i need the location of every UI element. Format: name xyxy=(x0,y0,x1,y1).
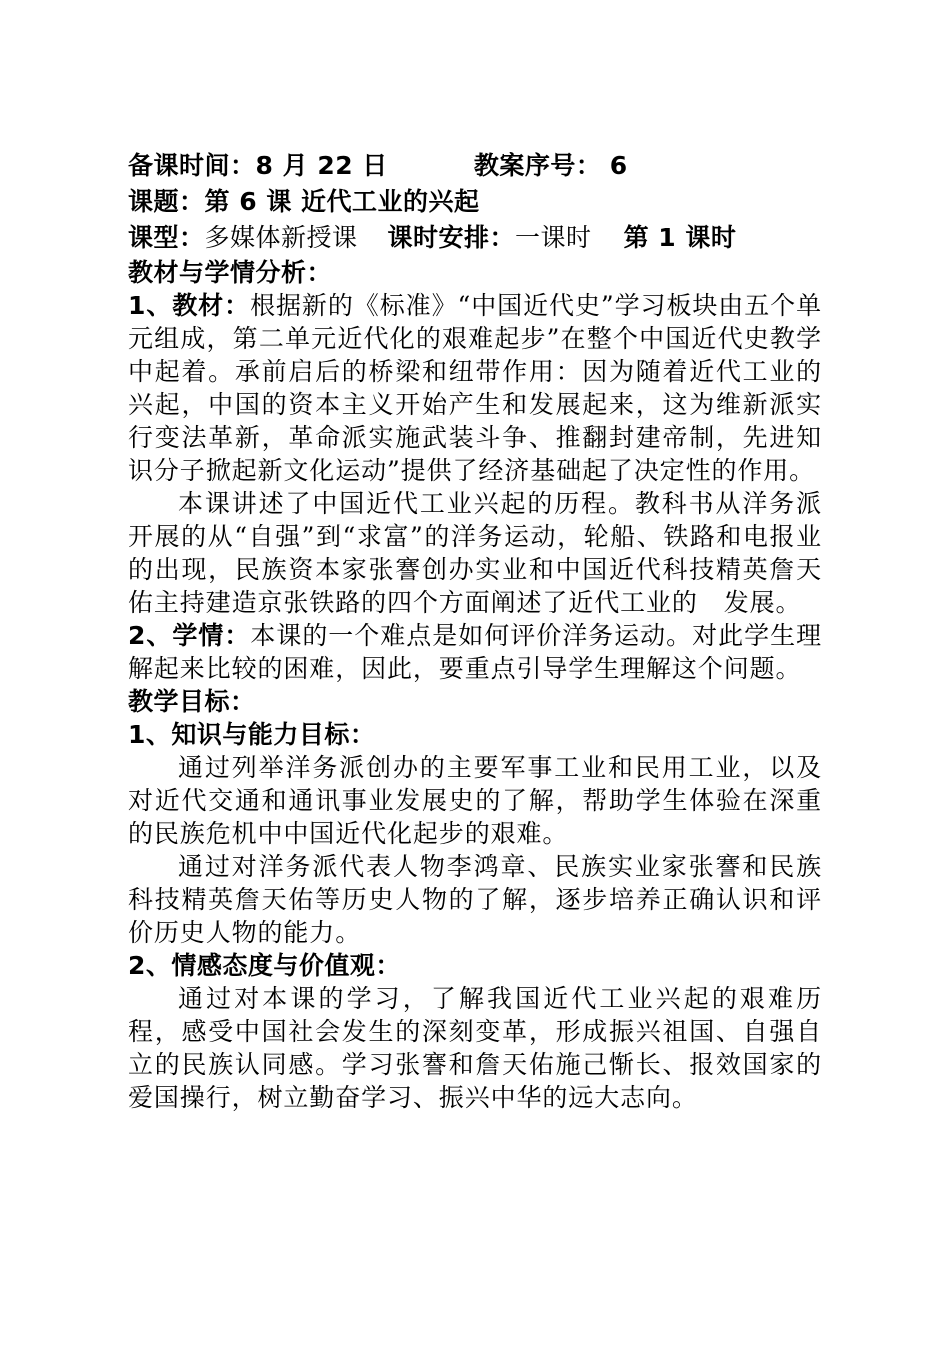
header-line-1 xyxy=(128,148,822,184)
topic-label: 课题： xyxy=(128,187,205,216)
schedule-value: 一课时 xyxy=(515,223,592,252)
lesson-number: 第 1 课时 xyxy=(623,223,737,252)
header-line-2 xyxy=(128,184,822,220)
material-paragraph xyxy=(128,289,822,487)
plan-number-value: 6 xyxy=(609,151,628,180)
emotion-paragraph: 通过对本课的学习，了解我国近代工业兴起的艰难历程，感受中国社会发生的深刻变革，形成振兴祖国、自强自立的民族认同感。学习张謇和詹天佑施己惭长、报效国家的爱国操行，树立勤奋学习、振兴中华的远大志向。 xyxy=(128,984,822,1112)
topic-value: 第 6 课 近代工业的兴起 xyxy=(204,187,480,216)
student-paragraph xyxy=(128,619,822,685)
plan-number-label: 教案序号： xyxy=(473,151,602,180)
prep-time-label: 备课时间： xyxy=(128,151,256,180)
analysis-heading: 教材与学情分析： xyxy=(128,258,333,287)
knowledge-heading: 1、知识与能力目标： xyxy=(128,720,376,749)
material-text: 根据新的《标准》“中国近代史”学习板块由五个单元组成，第二单元近代化的艰难起步”在整个中国近代史教学中起着。承前启后的桥梁和纽带作用：因为随着近代工业的兴起，中国的资本主义开始产生和发展起来，这为维新派实行变法革新，革命派实施武装斗争、推翻封建帝制，先进知识分子掀起新文化运动”提供了经济基础起了决定性的作用。 xyxy=(128,291,823,485)
lesson-type-value: 多媒体新授课 xyxy=(204,223,358,252)
prep-time-value: 8 月 22 日 xyxy=(255,151,388,180)
goals-heading: 教学目标： xyxy=(128,687,256,716)
material-label: 1、教材： xyxy=(128,291,251,320)
lesson-plan-page xyxy=(128,148,822,1114)
course-paragraph: 本课讲述了中国近代工业兴起的历程。教科书从洋务派开展的从“自强”到“求富”的洋务运动，轮船、铁路和电报业的出现，民族资本家张謇创办实业和中国近代科技精英詹天佑主持建造京张铁路的四个方面阐述了近代工业的 发展。 xyxy=(128,489,822,617)
knowledge-paragraph-2: 通过对洋务派代表人物李鸿章、民族实业家张謇和民族科技精英詹天佑等历史人物的了解，逐步培养正确认识和评价历史人物的能力。 xyxy=(128,852,822,947)
knowledge-paragraph-1: 通过列举洋务派创办的主要军事工业和民用工业，以及对近代交通和通讯事业发展史的了解，帮助学生体验在深重的民族危机中中国近代化起步的艰难。 xyxy=(128,753,822,848)
lesson-type-label: 课型： xyxy=(128,223,205,252)
emotion-heading: 2、情感态度与价值观： xyxy=(128,951,401,980)
schedule-label: 课时安排： xyxy=(387,223,516,252)
header-line-3 xyxy=(128,220,822,256)
student-text: 本课的一个难点是如何评价洋务运动。对此学生理解起来比较的困难，因此，要重点引导学生理解这个问题。 xyxy=(128,621,822,683)
student-label: 2、学情： xyxy=(128,621,251,650)
